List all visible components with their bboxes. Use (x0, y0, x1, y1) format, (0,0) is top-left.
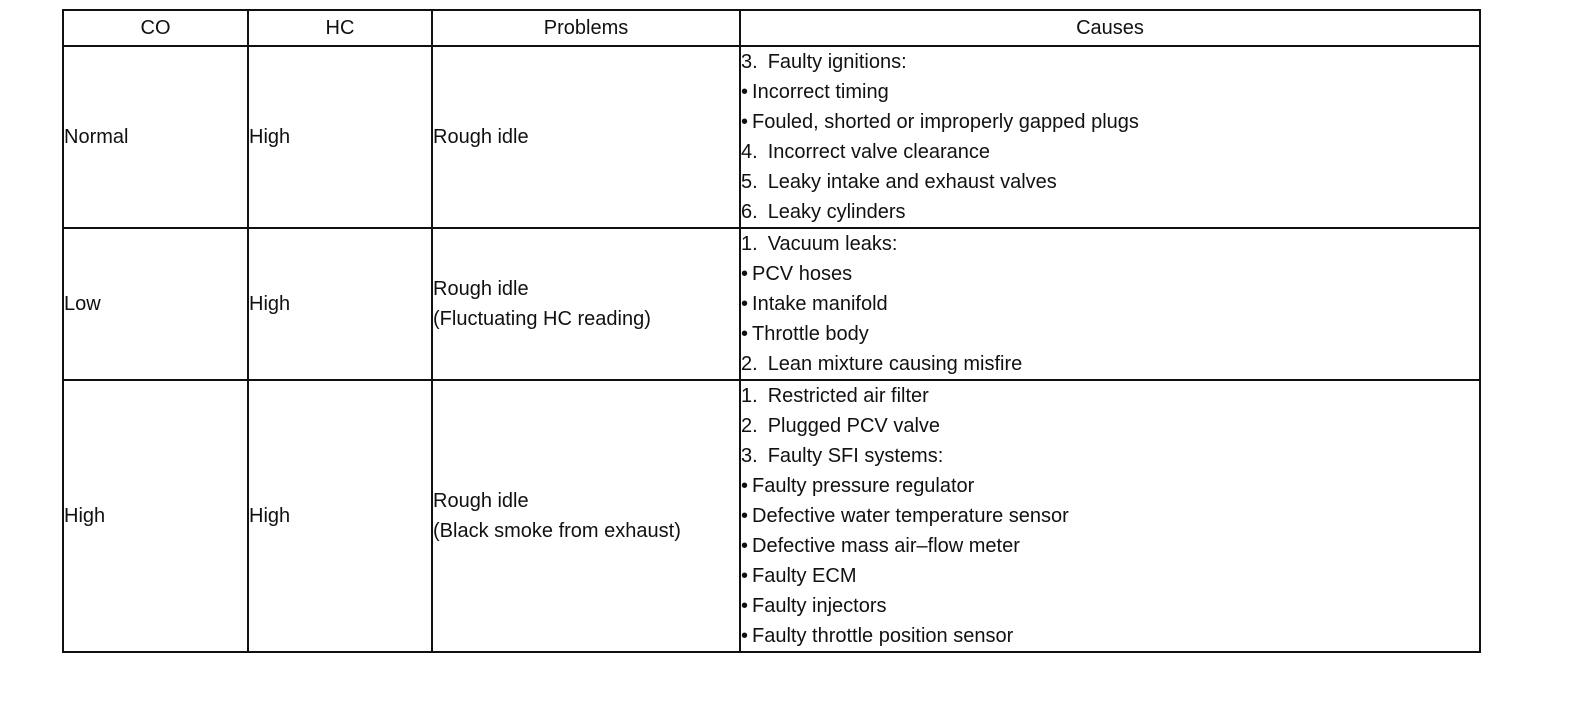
hc-cell: High (248, 380, 432, 652)
problem-line: Rough idle (433, 278, 529, 300)
number-marker: 5. (741, 171, 758, 193)
cause-text: PCV hoses (752, 263, 853, 285)
co-cell: Low (63, 228, 248, 380)
cause-text: Defective water temperature sensor (752, 505, 1069, 527)
cause-text: Incorrect timing (752, 81, 889, 103)
hc-cell: High (248, 228, 432, 380)
co-cell: Normal (63, 46, 248, 228)
header-problems: Problems (432, 10, 740, 46)
table-row (63, 46, 1480, 228)
number-marker: 2. (741, 415, 758, 437)
cause-text: Restricted air filter (767, 385, 929, 407)
number-marker: 4. (741, 141, 758, 163)
bullet-marker: • (741, 293, 749, 315)
cause-bullet-item (741, 319, 1479, 349)
cause-bullet-item (741, 531, 1479, 561)
problem-cell (432, 46, 740, 228)
cause-bullet-item (741, 471, 1479, 501)
bullet-marker: • (741, 81, 749, 103)
hc-cell: High (248, 46, 432, 228)
cause-text: Defective mass air–flow meter (752, 535, 1020, 557)
number-marker: 3. (741, 445, 758, 467)
cause-numbered-item (741, 349, 1479, 379)
cause-numbered-item (741, 197, 1479, 227)
cause-bullet-item (741, 289, 1479, 319)
bullet-marker: • (741, 111, 749, 133)
problem-cell (432, 228, 740, 380)
problem-line: Rough idle (433, 490, 529, 512)
cause-text: Fouled, shorted or improperly gapped plugs (752, 111, 1139, 133)
cause-numbered-item (741, 381, 1479, 411)
cause-bullet-item (741, 77, 1479, 107)
bullet-marker: • (741, 625, 749, 647)
bullet-marker: • (741, 505, 749, 527)
cause-bullet-item (741, 501, 1479, 531)
cause-text: Intake manifold (752, 293, 888, 315)
bullet-marker: • (741, 535, 749, 557)
bullet-marker: • (741, 595, 749, 617)
problem-line: (Fluctuating HC reading) (433, 308, 651, 330)
header-co: CO (63, 10, 248, 46)
cause-numbered-item (741, 167, 1479, 197)
cause-bullet-item (741, 591, 1479, 621)
bullet-marker: • (741, 565, 749, 587)
cause-text: Throttle body (752, 323, 869, 345)
causes-cell (740, 228, 1480, 380)
co-cell: High (63, 380, 248, 652)
causes-cell (740, 380, 1480, 652)
causes-cell (740, 46, 1480, 228)
bullet-marker: • (741, 263, 749, 285)
cause-text: Leaky intake and exhaust valves (767, 171, 1057, 193)
problem-cell (432, 380, 740, 652)
number-marker: 2. (741, 353, 758, 375)
header-hc: HC (248, 10, 432, 46)
table-row (63, 228, 1480, 380)
table-row (63, 380, 1480, 652)
number-marker: 1. (741, 233, 758, 255)
cause-numbered-item (741, 411, 1479, 441)
cause-numbered-item (741, 229, 1479, 259)
number-marker: 1. (741, 385, 758, 407)
cause-text: Faulty ECM (752, 565, 857, 587)
number-marker: 6. (741, 201, 758, 223)
header-causes: Causes (740, 10, 1480, 46)
bullet-marker: • (741, 475, 749, 497)
bullet-marker: • (741, 323, 749, 345)
problem-line: Rough idle (433, 126, 529, 148)
number-marker: 3. (741, 51, 758, 73)
cause-text: Vacuum leaks: (767, 233, 898, 255)
cause-numbered-item (741, 137, 1479, 167)
cause-text: Faulty pressure regulator (752, 475, 975, 497)
header-row (63, 10, 1480, 46)
cause-bullet-item (741, 259, 1479, 289)
cause-numbered-item (741, 47, 1479, 77)
cause-text: Lean mixture causing misfire (767, 353, 1023, 375)
cause-bullet-item (741, 107, 1479, 137)
cause-text: Incorrect valve clearance (767, 141, 991, 163)
diagnosis-table (62, 9, 1481, 653)
cause-numbered-item (741, 441, 1479, 471)
cause-text: Faulty ignitions: (767, 51, 907, 73)
cause-text: Plugged PCV valve (767, 415, 941, 437)
cause-bullet-item (741, 561, 1479, 591)
cause-text: Leaky cylinders (767, 201, 906, 223)
cause-text: Faulty throttle position sensor (752, 625, 1014, 647)
cause-bullet-item (741, 621, 1479, 651)
problem-line: (Black smoke from exhaust) (433, 520, 681, 542)
cause-text: Faulty injectors (752, 595, 887, 617)
cause-text: Faulty SFI systems: (767, 445, 944, 467)
